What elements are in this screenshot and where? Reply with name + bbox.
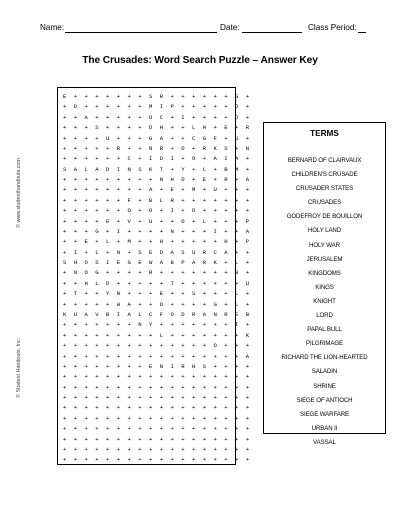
grid-row: + + H L D + + + + + T + + + + + + U — [63, 279, 252, 287]
grid-row: + + A + + + + + O C + I + + + + D + — [63, 113, 252, 121]
grid-row: + + + + + R + + N R + O + R K S + N — [63, 144, 252, 152]
grid-row: + + + + + + + + + + + + + + + + + A — [63, 352, 252, 360]
word-search-grid — [57, 87, 252, 465]
grid-row: S H O S I E G E W A B P A R K + L + — [63, 259, 252, 267]
grid-row: + N O G + + + + R + + + + + + + B + — [63, 269, 252, 277]
grid-row: + + + S + + + + D H + + L H + E + R — [63, 124, 252, 132]
term-item: JERUSALEM — [306, 255, 343, 263]
page-title: The Crusades: Word Search Puzzle – Answer Key — [82, 55, 318, 66]
term-item: LORD — [316, 312, 333, 320]
publisher-copyright: © Student Handouts, Inc. — [16, 337, 22, 398]
grid-row: + + + + + + + + A + E + M + U + + + — [63, 186, 252, 194]
date-label: Date: — [220, 23, 240, 32]
term-item: BERNARD OF CLAIRVAUX — [287, 157, 362, 164]
grid-row: + + + + + + + + + + + + + + + + + + — [63, 373, 252, 381]
grid-row: + + + + + + + + + + + + + + + + + + — [63, 394, 252, 402]
term-item: PAPAL BULL — [307, 326, 342, 334]
term-item: PILGRIMAGE — [306, 340, 343, 348]
term-item: KNIGHT — [313, 297, 336, 305]
term-item: HOLY WAR — [309, 241, 340, 249]
grid-row: + + + + U + + + G A + + C G F + U + — [63, 134, 252, 142]
grid-row: + + + + + + + N Y + + + + + + + I + — [63, 321, 252, 329]
grid-row: + I + L + N + S E D A S U R C A + + — [63, 248, 252, 256]
term-item: SHRINE — [313, 382, 336, 390]
grid-row: + + + + + + + + + N H D + E + R + A — [63, 176, 252, 184]
class-period-line[interactable] — [358, 32, 366, 33]
name-line[interactable] — [65, 32, 217, 33]
grid-row: + + + + + + + + + + + + + + + + + + — [63, 456, 252, 464]
grid-row: E + + + + + + + S R + + + + + + G + — [63, 93, 252, 100]
grid-row: + D + + + + + + M I P + + + + + O + — [63, 103, 252, 111]
terms-list — [264, 156, 385, 452]
grid-row: + + + G + I + + + + N + + + I + + A — [63, 227, 252, 235]
grid-row: + + + + E + V + U + + O + L + + + P — [63, 217, 252, 225]
grid-row: + + + + + + + + + + + + + + + + + + — [63, 404, 252, 412]
grid-row: + T + + Y N + + + E + + S + + + L + — [63, 290, 252, 298]
terms-box — [263, 122, 386, 446]
student-info-header — [40, 22, 365, 36]
grid-row: + + + + + W A + + D + + + + G + L + — [63, 300, 252, 308]
grid-row: + + + + + + + + E N I R H S + + + + — [63, 362, 252, 370]
term-item: KINGDOMS — [308, 269, 341, 277]
grid-row: + + + + + + + + + + + + + + + + + + — [63, 435, 252, 443]
grid-row: + + + + + + O + O + I + D + + + + + — [63, 207, 252, 215]
term-item: RICHARD THE LION-HEARTED — [281, 354, 368, 362]
term-item: CHILDREN'S CRUSADE — [291, 171, 358, 179]
grid-row: + + + + + + + + + + + + + + O + + + — [63, 342, 252, 350]
term-item: HOLY LAND — [307, 227, 342, 235]
grid-row: K U A V B I A L C F O D R A N R E B — [63, 310, 252, 318]
terms-heading: TERMS — [310, 129, 339, 138]
grid-row: + + E + L + M + + H + + + + + H + P — [63, 238, 252, 246]
term-item: URBAN II — [311, 424, 338, 432]
term-item: VASSAL — [313, 438, 336, 446]
term-item: CRUSADES — [307, 199, 342, 207]
term-item: GODEFROY DE BOUILLON — [286, 213, 363, 221]
term-item: SIEGE WARFARE — [300, 410, 349, 418]
grid-row: S A L A D I N S K T + Y + L + B M + — [63, 165, 252, 173]
grid-row: + + + + + + + + + + + + + + + + + + — [63, 383, 252, 391]
name-label: Name: — [40, 23, 65, 32]
term-item: KINGS — [315, 283, 334, 291]
grid-row: + + + + + + C + I D I + O + A I A + — [63, 155, 252, 163]
class-period-label: Class Period: — [308, 23, 357, 32]
grid-row: + + + + + + + + + + + + + + + + + + — [63, 425, 252, 433]
grid-row: + + + + + + F + B L R + + + + + + + — [63, 196, 252, 204]
grid-row: + + + + + + + + + L + + + + + + + K — [63, 331, 252, 339]
term-item: SIEGE OF ANTIOCH — [296, 396, 353, 404]
date-line[interactable] — [242, 32, 302, 33]
term-item: SALADIN — [311, 368, 338, 376]
grid-row: + + + + + + + + + + + + + + + + + + — [63, 414, 252, 422]
website-watermark: © www.studenthandouts.com — [16, 158, 22, 228]
grid-row: + + + + + + + + + + + + + + + + + + — [63, 445, 252, 453]
term-item: CRUSADER STATES — [295, 185, 354, 193]
